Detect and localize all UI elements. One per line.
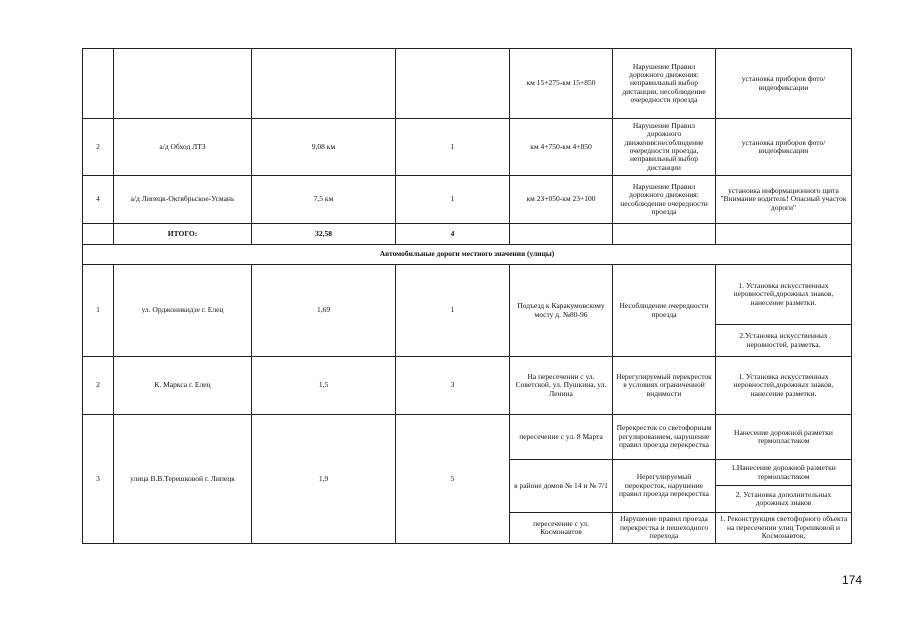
road-safety-table (82, 48, 852, 544)
cell-road: К. Маркса г. Елец (114, 357, 252, 415)
cell-road: ул. Орджоникидзе г. Елец (114, 265, 252, 357)
table-row (83, 415, 852, 460)
cell-measure: установка информационного щита "Внимание водитель! Опасный участок дороги" (716, 176, 852, 224)
cell-count: 1 (396, 176, 510, 224)
cell-road: а/д Липецк-Октябрьское-Усмань (114, 176, 252, 224)
cell-segment: пересечение с ул. Космонавтов (510, 513, 613, 544)
cell-segment: в районе домов № 14 и № 7/1 (510, 460, 613, 513)
table-row (83, 265, 852, 325)
table-row (83, 49, 852, 119)
cell-cause: Нарушение Правил дорожного движения: неправильный выбор дистанции, несоблюдение очередности проезда (613, 49, 716, 119)
cell-no: 2 (83, 357, 114, 415)
table-row (83, 357, 852, 415)
cell-measure: 1. Реконструкция светофорного объекта на пересечении улиц Терешковой и Космонавтов, (716, 513, 852, 544)
table-row (83, 176, 852, 224)
cell-road: улица В.В.Терешковой г. Липецк (114, 415, 252, 544)
cell-count: 1 (396, 265, 510, 357)
total-count: 4 (396, 224, 510, 245)
cell-segment: км 15+275-км 15+850 (510, 49, 613, 119)
cell-road: а/д Обход ЛТЗ (114, 119, 252, 176)
section-header-row (83, 245, 852, 265)
cell-measure: 1. Установка искусственных неровностей,дорожных знаков, нанесение разметки. (716, 265, 852, 325)
cell-road (114, 49, 252, 119)
cell-length: 1,5 (252, 357, 396, 415)
cell-measure: установка приборов фото/видеофиксации (716, 119, 852, 176)
cell-measure: Нанесение дорожной разметки термопластиком (716, 415, 852, 460)
cell-measure: 1.Нанесение дорожной разметки термопластиком (716, 460, 852, 486)
cell-cause: Нарушение Правил дорожного движения:несоблюдение очередности проезда, неправильный выбор дистанции (613, 119, 716, 176)
cell-cause: Нарушение правил проезда перекрестка и пешеходного перехода (613, 513, 716, 544)
cell-measure: установка приборов фото/видеофиксации (716, 49, 852, 119)
cell-cause: Несоблюдение очередности проезда (613, 265, 716, 357)
cell-length (252, 49, 396, 119)
cell-measure: 2.Установка искусственных неровностей, разметка. (716, 325, 852, 357)
cell-length: 1,9 (252, 415, 396, 544)
cell-count: 1 (396, 119, 510, 176)
cell-cause: Нерегулируемый перекресток, нарушение правил проезда перекрестка (613, 460, 716, 513)
table-row (83, 119, 852, 176)
total-row (83, 224, 852, 245)
cell-length: 1,69 (252, 265, 396, 357)
cell-count: 3 (396, 357, 510, 415)
cell-segment: Подъезд к Каракумовскому мосту д. №80-96 (510, 265, 613, 357)
cell-no: 4 (83, 176, 114, 224)
cell-no: 3 (83, 415, 114, 544)
cell-length: 9,08 км (252, 119, 396, 176)
cell-segment: пересечение с ул. 8 Марта (510, 415, 613, 460)
section-title: Автомобильные дороги местного значения (улицы) (83, 245, 852, 265)
cell-no: 2 (83, 119, 114, 176)
cell-segment: На пересечении с ул. Советской, ул. Пушкина, ул. Ленина (510, 357, 613, 415)
total-length: 32,58 (252, 224, 396, 245)
cell-segment: км 23+050-км 23+100 (510, 176, 613, 224)
total-label: ИТОГО: (114, 224, 252, 245)
cell-no (83, 49, 114, 119)
page-number: 174 (842, 573, 863, 587)
cell-count: 5 (396, 415, 510, 544)
cell-cause: Нерегулируемый перекресток в условиях ограниченной видимости (613, 357, 716, 415)
cell-measure: 2. Установка дополнительных дорожных знаков (716, 486, 852, 513)
cell-measure: 1. Установка искусственных неровностей,дорожных знаков, нанесение разметки. (716, 357, 852, 415)
cell-length: 7,5 км (252, 176, 396, 224)
cell-count (396, 49, 510, 119)
cell-no: 1 (83, 265, 114, 357)
cell-cause: Нарушение Правил дорожного движения: несоблюдение очередности проезда (613, 176, 716, 224)
cell-segment: км 4+750-км 4+850 (510, 119, 613, 176)
cell-cause: Перекресток со светофорным регулированием, нарушение правил проезда перекрестка (613, 415, 716, 460)
